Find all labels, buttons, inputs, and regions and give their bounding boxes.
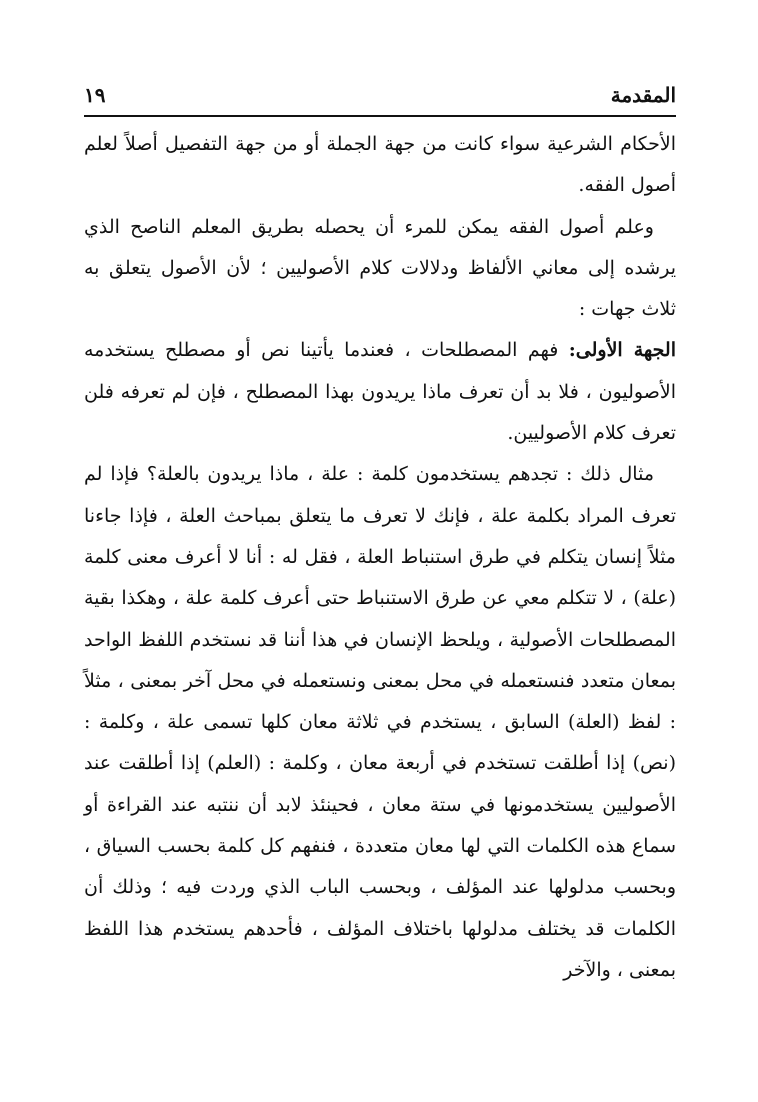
paragraph-text: الأحكام الشرعية سواء كانت من جهة الجملة أو من جهة التفصيل أصلاً لعلم أصول الفقه. xyxy=(84,133,676,197)
page-body xyxy=(84,124,676,991)
paragraph-text: مثال ذلك : تجدهم يستخدمون كلمة : علة ، ماذا يريدون بالعلة؟ فإذا لم تعرف المراد بكلمة علة ، فإنك لا تعرف ما يتعلق بمباحث العلة ، فإذا جاءنا مثلاً إنسان يتكلم في طرق استنباط العلة ، فقل له : أنا لا أعرف معنى كلمة (علة) ، لا تتكلم معي عن طرق الاستنباط حتى أعرف كلمة علة ، وهكذا بقية المصطلحات الأصولية ، ويلحظ الإنسان في هذا أننا قد نستخدم اللفظ الواحد بمعان متعدد فنستعمله في محل بمعنى ونستعمله في محل آخر بمعنى ، مثلاً : لفظ (العلة) السابق ، يستخدم في ثلاثة معان كلها تسمى علة ، وكلمة : (نص) إذا أطلقت تستخدم في أربعة معان ، وكلمة : (العلم) إذا أطلقت عند الأصوليين يستخدمونها في ستة معان ، فحينئذ لابد أن ننتبه عند القراءة أو سماع هذه الكلمات التي لها معان متعددة ، فنفهم كل كلمة بحسب السياق ، وبحسب مدلولها عند المؤلف ، وبحسب الباب الذي وردت فيه ؛ وذلك أن الكلمات قد يختلف مدلولها باختلاف المؤلف ، فأحدهم يستخدم هذا اللفظ بمعنى ، والآخر xyxy=(84,463,676,981)
paragraph xyxy=(84,124,676,207)
paragraph-text: فهم المصطلحات ، فعندما يأتينا نص أو مصطلح يستخدمه الأصوليون ، فلا بد أن تعرف ماذا يريدون بهذا المصطلح ، فإن لم تعرفه فلن تعرف كلام الأصوليين. xyxy=(84,339,676,445)
chapter-title: المقدمة xyxy=(610,83,676,107)
paragraph-text: وعلم أصول الفقه يمكن للمرء أن يحصله بطريق المعلم الناصح الذي يرشده إلى معاني الألفاظ ودلالات كلام الأصوليين ؛ لأن الأصول يتعلق به ثلاث جهات : xyxy=(84,215,676,321)
page-number: ١٩ xyxy=(84,83,106,107)
paragraph xyxy=(84,454,676,991)
paragraph xyxy=(84,330,676,454)
page-header xyxy=(84,78,676,112)
paragraph xyxy=(84,207,676,331)
section-lead-heading: الجهة الأولى: xyxy=(568,339,676,362)
header-divider xyxy=(84,115,676,117)
